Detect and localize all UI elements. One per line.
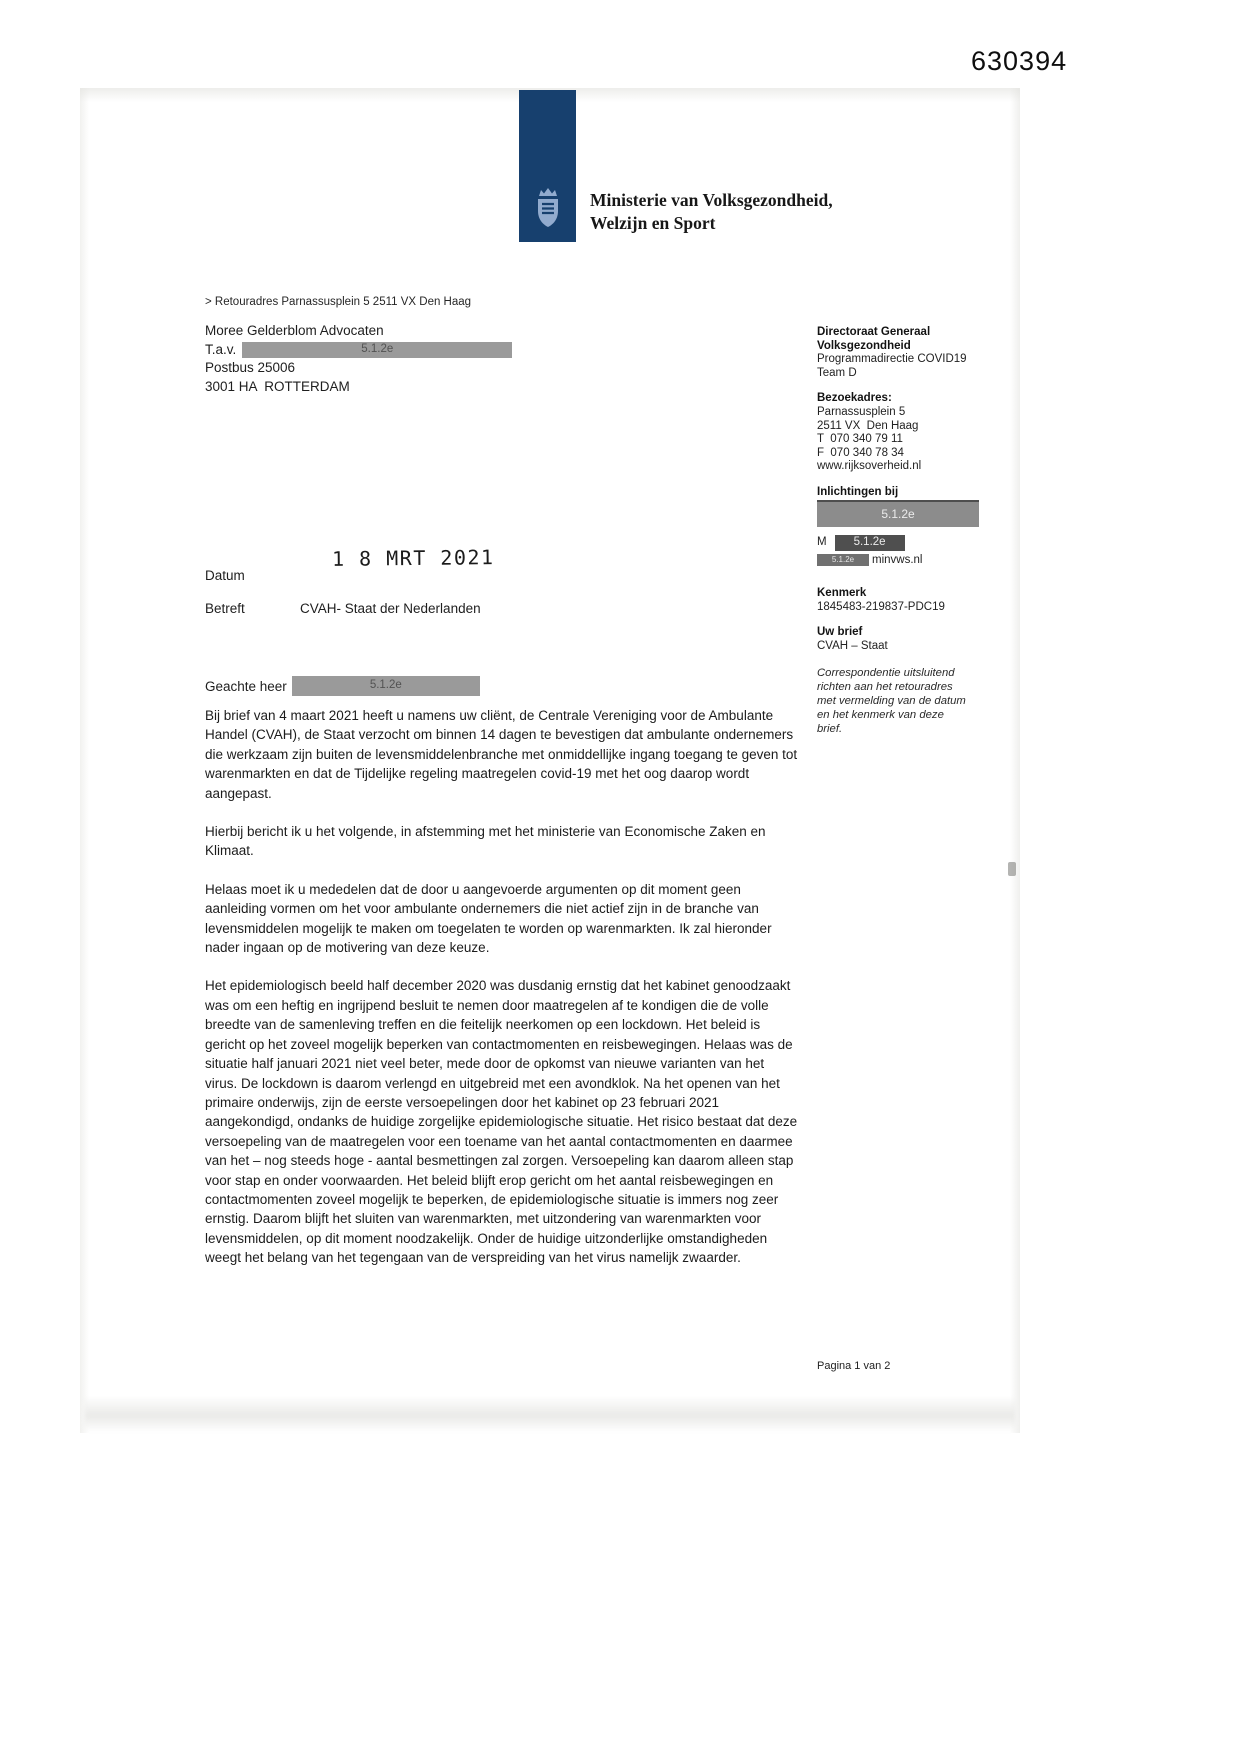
sidebar-contact — [817, 486, 985, 567]
redaction-box-contact-name — [817, 500, 979, 527]
body-paragraph-4: Het epidemiologisch beeld half december 2020 was dusdanig ernstig dat het kabinet genoodzaakt was om een heftig en ingrijpend besluit te nemen door maatregelen af te kondigen die de volle breedte van de samenleving treffen en die feitelijk neerkomen op een lockdown. Het beleid is gericht op het zoveel mogelijk beperken van contactmomenten en reisbewegingen. Helaas was de situatie half januari 2021 niet veel beter, mede door de opkomst van nieuwe varianten van het virus. De lockdown is daarom verlengd en uitgebreid met een avondklok. Na het openen van het primaire onderwijs, zijn de eerste versoepelingen door het kabinet op 23 februari 2021 aangekondigd, ondanks de huidige zorgelijke epidemiologische situatie. Het risico bestaat dat deze versoepeling van de maatregelen voor een toename van het aantal contactmomenten en daarmee van het – nog steeds hoge - aantal besmettingen zal zorgen. Versoepeling kan daarom alleen stap voor stap en onder voorwaarden. Het beleid blijft erop gericht om het aantal reisbewegingen en contactmomenten zoveel mogelijk te beperken, de epidemiologische situatie is immers nog zeer ernstig. Daarom blijft het sluiten van warenmarkten, met uitzondering van warenmarkten voor levensmiddelen, op dit moment noodzakelijk. Onder de huidige uitzonderlijke omstandigheden weegt het belang van het tegengaan van de verspreiding van het virus namelijk zwaarder. — [205, 978, 798, 1266]
letter-body — [205, 706, 799, 1287]
email-domain: minvws.nl — [872, 553, 923, 566]
body-paragraph-3: Helaas moet ik u mededelen dat de door u aangevoerde argumenten op dit moment geen aanleiding vormen om het voor ambulante ondernemers die niet actief zijn in de branche van levensmiddelen mogelijk te maken om toegelaten te worden op warenmarkten. Ik zal hieronder nader ingaan op de motivering van deze keuze. — [205, 881, 772, 956]
redaction-code: 5.1.2e — [369, 679, 402, 692]
subject-value: CVAH- Staat der Nederlanden — [300, 601, 481, 616]
visiting-address-street: Parnassusplein 5 — [817, 405, 906, 418]
redaction-box-email — [817, 554, 869, 566]
sidebar-visiting-address — [817, 392, 985, 474]
redaction-code: 5.1.2e — [831, 555, 855, 565]
rijksoverheid-logo-ribbon — [519, 90, 576, 242]
salutation-line — [205, 676, 480, 696]
body-paragraph-2: Hierbij bericht ik u het volgende, in afstemming met het ministerie van Economische Zaken en Klimaat. — [205, 824, 766, 859]
salutation-text: Geachte heer — [205, 678, 287, 694]
body-paragraph-1: Bij brief van 4 maart 2021 heeft u namens uw cliënt, de Centrale Vereniging voor de Ambulante Handel (CVAH), de Staat verzocht om binnen 14 dagen te bevestigen dat ambulante ondernemers die werkzaam zijn buiten de levensmiddelenbranche met onmiddellijke ingang toegang te geven tot warenmarkten en dat de Tijdelijke regeling maatregelen covid-19 met het oog daarop wordt aangepast. — [205, 708, 798, 801]
mobile-row — [817, 535, 985, 551]
your-letter-value: CVAH – Staat — [817, 639, 888, 652]
directorate-subline1: Programmadirectie COVID19 — [817, 353, 967, 366]
sidebar-your-letter — [817, 626, 985, 653]
return-address: > Retouradres Parnassusplein 5 2511 VX Den Haag — [205, 296, 472, 308]
directorate-subline2: Team D — [817, 366, 857, 379]
recipient-postbox: Postbus 25006 — [205, 360, 296, 375]
scan-artifact-bottom — [85, 1396, 1015, 1432]
fax-number: F 070 340 78 34 — [817, 446, 904, 459]
recipient-address-block — [205, 322, 512, 396]
sidebar-directorate — [817, 326, 985, 380]
visiting-address-label: Bezoekadres: — [817, 392, 892, 405]
redaction-code: 5.1.2e — [361, 343, 394, 355]
scan-artifact-speck — [1008, 862, 1016, 876]
recipient-city: 3001 HA ROTTERDAM — [205, 378, 350, 394]
date-label: Datum — [205, 568, 245, 583]
attn-label: T.a.v. — [205, 341, 237, 357]
redaction-code: 5.1.2e — [853, 535, 886, 548]
redaction-code: 5.1.2e — [881, 507, 915, 522]
email-row — [817, 554, 985, 568]
letterhead-sidebar — [817, 326, 985, 736]
recipient-name: Moree Gelderblom Advocaten — [205, 323, 384, 338]
page-indicator: Pagina 1 van 2 — [817, 1360, 891, 1372]
contact-label: Inlichtingen bij — [817, 485, 899, 498]
sidebar-reference — [817, 587, 985, 614]
your-letter-label: Uw brief — [817, 626, 863, 639]
redaction-box-attn — [242, 342, 512, 358]
document-number: 630394 — [971, 46, 1068, 76]
date-stamp: 1 8 MRT 2021 — [331, 545, 495, 571]
reference-number: 1845483-219837-PDC19 — [817, 600, 945, 613]
website-url: www.rijksoverheid.nl — [817, 460, 922, 473]
ministry-name — [590, 189, 833, 235]
recipient-attn-line — [205, 341, 512, 360]
directorate-title-line1: Directoraat Generaal — [817, 326, 931, 338]
mobile-label: M — [817, 535, 827, 548]
scan-artifact-right — [1010, 88, 1020, 1433]
redaction-box-salutation — [292, 676, 480, 696]
directorate-title-line2: Volksgezondheid — [817, 339, 911, 352]
subject-label: Betreft — [205, 601, 245, 616]
reference-label: Kenmerk — [817, 587, 867, 600]
visiting-address-city: 2511 VX Den Haag — [817, 419, 919, 432]
correspondence-note: Correspondentie uitsluitend richten aan het retouradres met vermelding van de datum en het kenmerk van deze brief. — [817, 666, 966, 735]
rijksoverheid-crest-icon — [531, 187, 565, 233]
scan-artifact-left — [80, 88, 89, 1433]
ministry-name-line1: Ministerie van Volksgezondheid, — [590, 190, 833, 210]
ministry-name-line2: Welzijn en Sport — [590, 213, 716, 233]
redaction-box-mobile — [835, 535, 905, 551]
phone-number: T 070 340 79 11 — [817, 433, 903, 446]
